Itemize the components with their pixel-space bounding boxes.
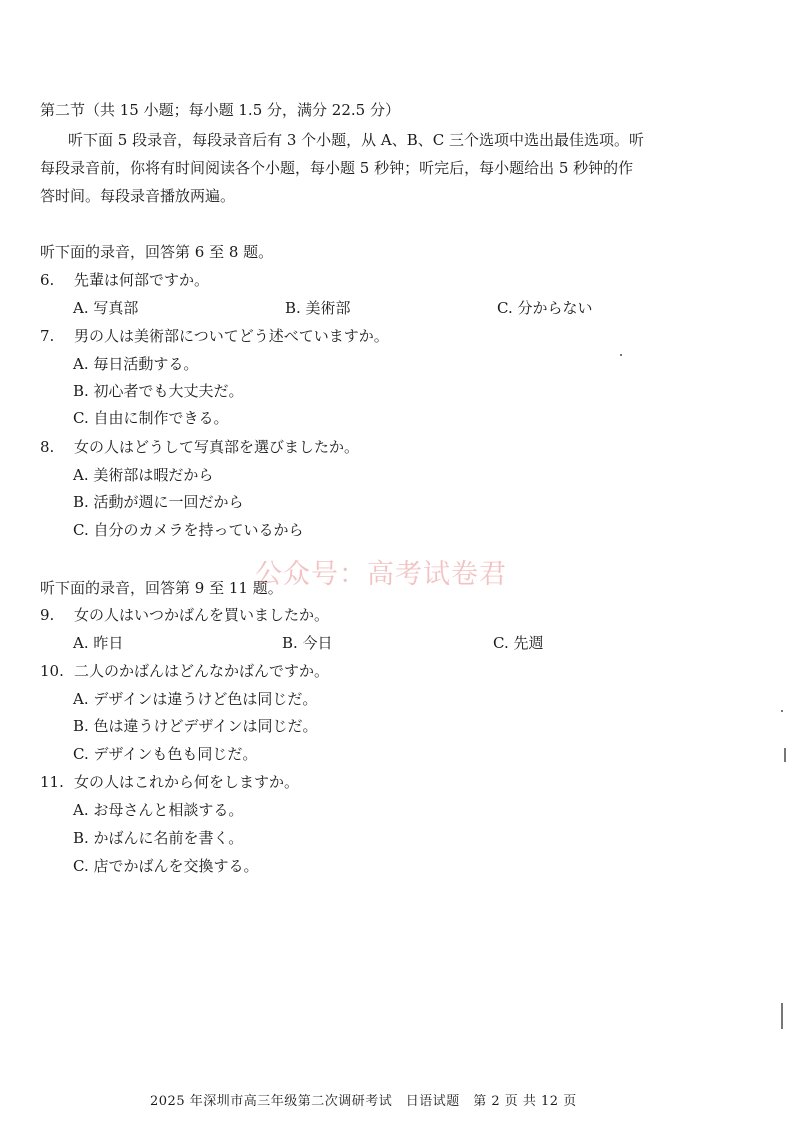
scan-speck bbox=[620, 354, 622, 356]
question-number: 6. bbox=[40, 271, 55, 289]
question bbox=[40, 605, 329, 625]
option: B. 色は違うけどデザインは同じだ。 bbox=[73, 717, 318, 735]
option: C. デザインも色も同じだ。 bbox=[73, 745, 258, 763]
question bbox=[40, 772, 299, 792]
group-prompt: 听下面的录音，回答第 6 至 8 题。 bbox=[40, 243, 274, 261]
option: B. 活動が週に一回だから bbox=[73, 493, 244, 511]
option: C. 分からない bbox=[497, 299, 593, 317]
question-number: 10. bbox=[40, 662, 64, 680]
scan-speck bbox=[781, 1003, 783, 1029]
question-text: 女の人はどうして写真部を選びましたか。 bbox=[74, 438, 360, 456]
section-intro-line: 听下面 5 段录音，每段录音后有 3 个小题，从 A、B、C 三个选项中选出最佳选项。听 bbox=[68, 131, 645, 149]
option: A. 昨日 bbox=[73, 634, 124, 652]
page-footer: 2025 年深圳市高三年级第二次调研考试 日语试题 第 2 页 共 12 页 bbox=[150, 1094, 577, 1109]
option: C. 自分のカメラを持っているから bbox=[73, 521, 304, 539]
watermark: 公众号：高考试卷君 bbox=[255, 559, 507, 590]
option: B. かばんに名前を書く。 bbox=[73, 829, 244, 847]
question bbox=[40, 661, 329, 681]
option: C. 店でかばんを交換する。 bbox=[73, 857, 259, 875]
option: C. 自由に制作できる。 bbox=[73, 409, 229, 427]
question bbox=[40, 437, 359, 457]
question-number: 8. bbox=[40, 438, 55, 456]
question bbox=[40, 326, 389, 346]
question bbox=[40, 270, 209, 290]
option: C. 先週 bbox=[493, 634, 544, 652]
question-text: 女の人はいつかばんを買いましたか。 bbox=[74, 606, 330, 624]
question-text: 男の人は美術部についてどう述べていますか。 bbox=[74, 327, 389, 345]
section-intro-line: 每段录音前，你将有时间阅读各个小题，每小题 5 秒钟；听完后，每小题给出 5 秒钟的作 bbox=[40, 159, 634, 177]
question-number: 9. bbox=[40, 606, 55, 624]
question-number: 11. bbox=[40, 773, 64, 791]
question-text: 二人のかばんはどんなかばんですか。 bbox=[74, 662, 330, 680]
question-text: 先輩は何部ですか。 bbox=[74, 271, 210, 289]
scan-speck bbox=[784, 748, 786, 762]
section-intro-line: 答时间。每段录音播放两遍。 bbox=[40, 187, 236, 205]
option: A. 写真部 bbox=[73, 299, 139, 317]
option: A. デザインは違うけど色は同じだ。 bbox=[73, 690, 318, 708]
option: A. 毎日活動する。 bbox=[73, 355, 199, 373]
option: B. 美術部 bbox=[285, 299, 351, 317]
option: B. 今日 bbox=[282, 634, 333, 652]
option: A. 美術部は暇だから bbox=[73, 466, 214, 484]
section-heading: 第二节（共 15 小题；每小题 1.5 分，满分 22.5 分） bbox=[40, 101, 400, 119]
option: A. お母さんと相談する。 bbox=[73, 801, 244, 819]
group-prompt: 听下面的录音，回答第 9 至 11 题。 bbox=[40, 579, 283, 597]
scan-speck bbox=[781, 710, 783, 712]
question-text: 女の人はこれから何をしますか。 bbox=[74, 773, 300, 791]
question-number: 7. bbox=[40, 327, 55, 345]
option: B. 初心者でも大丈夫だ。 bbox=[73, 382, 244, 400]
